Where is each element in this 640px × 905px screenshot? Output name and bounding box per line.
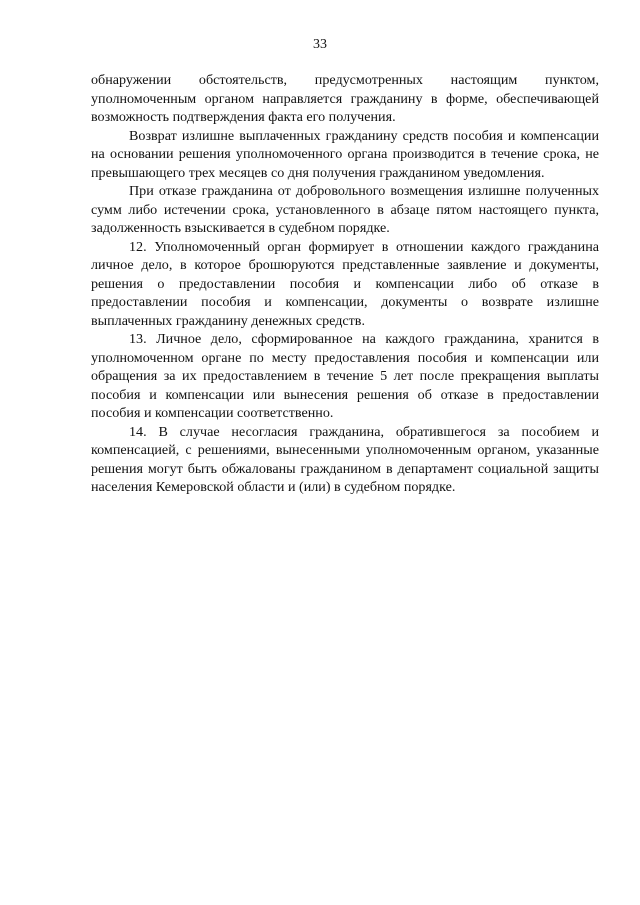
paragraph-refund-terms: Возврат излишне выплаченных гражданину средств пособия и компенсации на основании решения уполномоченного органа производится в течение срока, не превышающего трех месяцев со дня получения гражданином уведомления. [91,127,599,181]
document-body [91,71,599,497]
paragraph-item-14: 14. В случае несогласия гражданина, обратившегося за пособием и компенсацией, с решениями, вынесенными уполномоченным органом, указанные решения могут быть обжалованы гражданином в департамент социальной защиты населения Кемеровской области и (или) в судебном порядке. [91,423,599,495]
page-number: 33 [313,37,327,52]
paragraph-item-13: 13. Личное дело, сформированное на каждого гражданина, хранится в уполномоченном органе по месту предоставления пособия и компенсации или обращения за их предоставлением в течение 5 лет после прекращения выплаты пособия и компенсации или вынесения решения об отказе в предоставлении пособия и компенсации соответственно. [91,331,599,421]
paragraph-item-12: 12. Уполномоченный орган формирует в отношении каждого гражданина личное дело, в которое брошюруются представленные заявление и документы, решения о предоставлении пособия и компенсации либо об отказе в предоставлении пособия и компенсации, документы о возврате излишне выплаченных гражданину денежных средств. [91,238,599,329]
paragraph-court-recovery: При отказе гражданина от добровольного возмещения излишне полученных сумм либо истечении срока, установленного в абзаце пятом настоящего пункта, задолженность взыскивается в судебном порядке. [91,183,599,236]
paragraph-continuation: обнаружении обстоятельств, предусмотренных настоящим пунктом, уполномоченным органом направляется гражданину в форме, обеспечивающей возможность подтверждения факта его получения. [91,72,599,125]
